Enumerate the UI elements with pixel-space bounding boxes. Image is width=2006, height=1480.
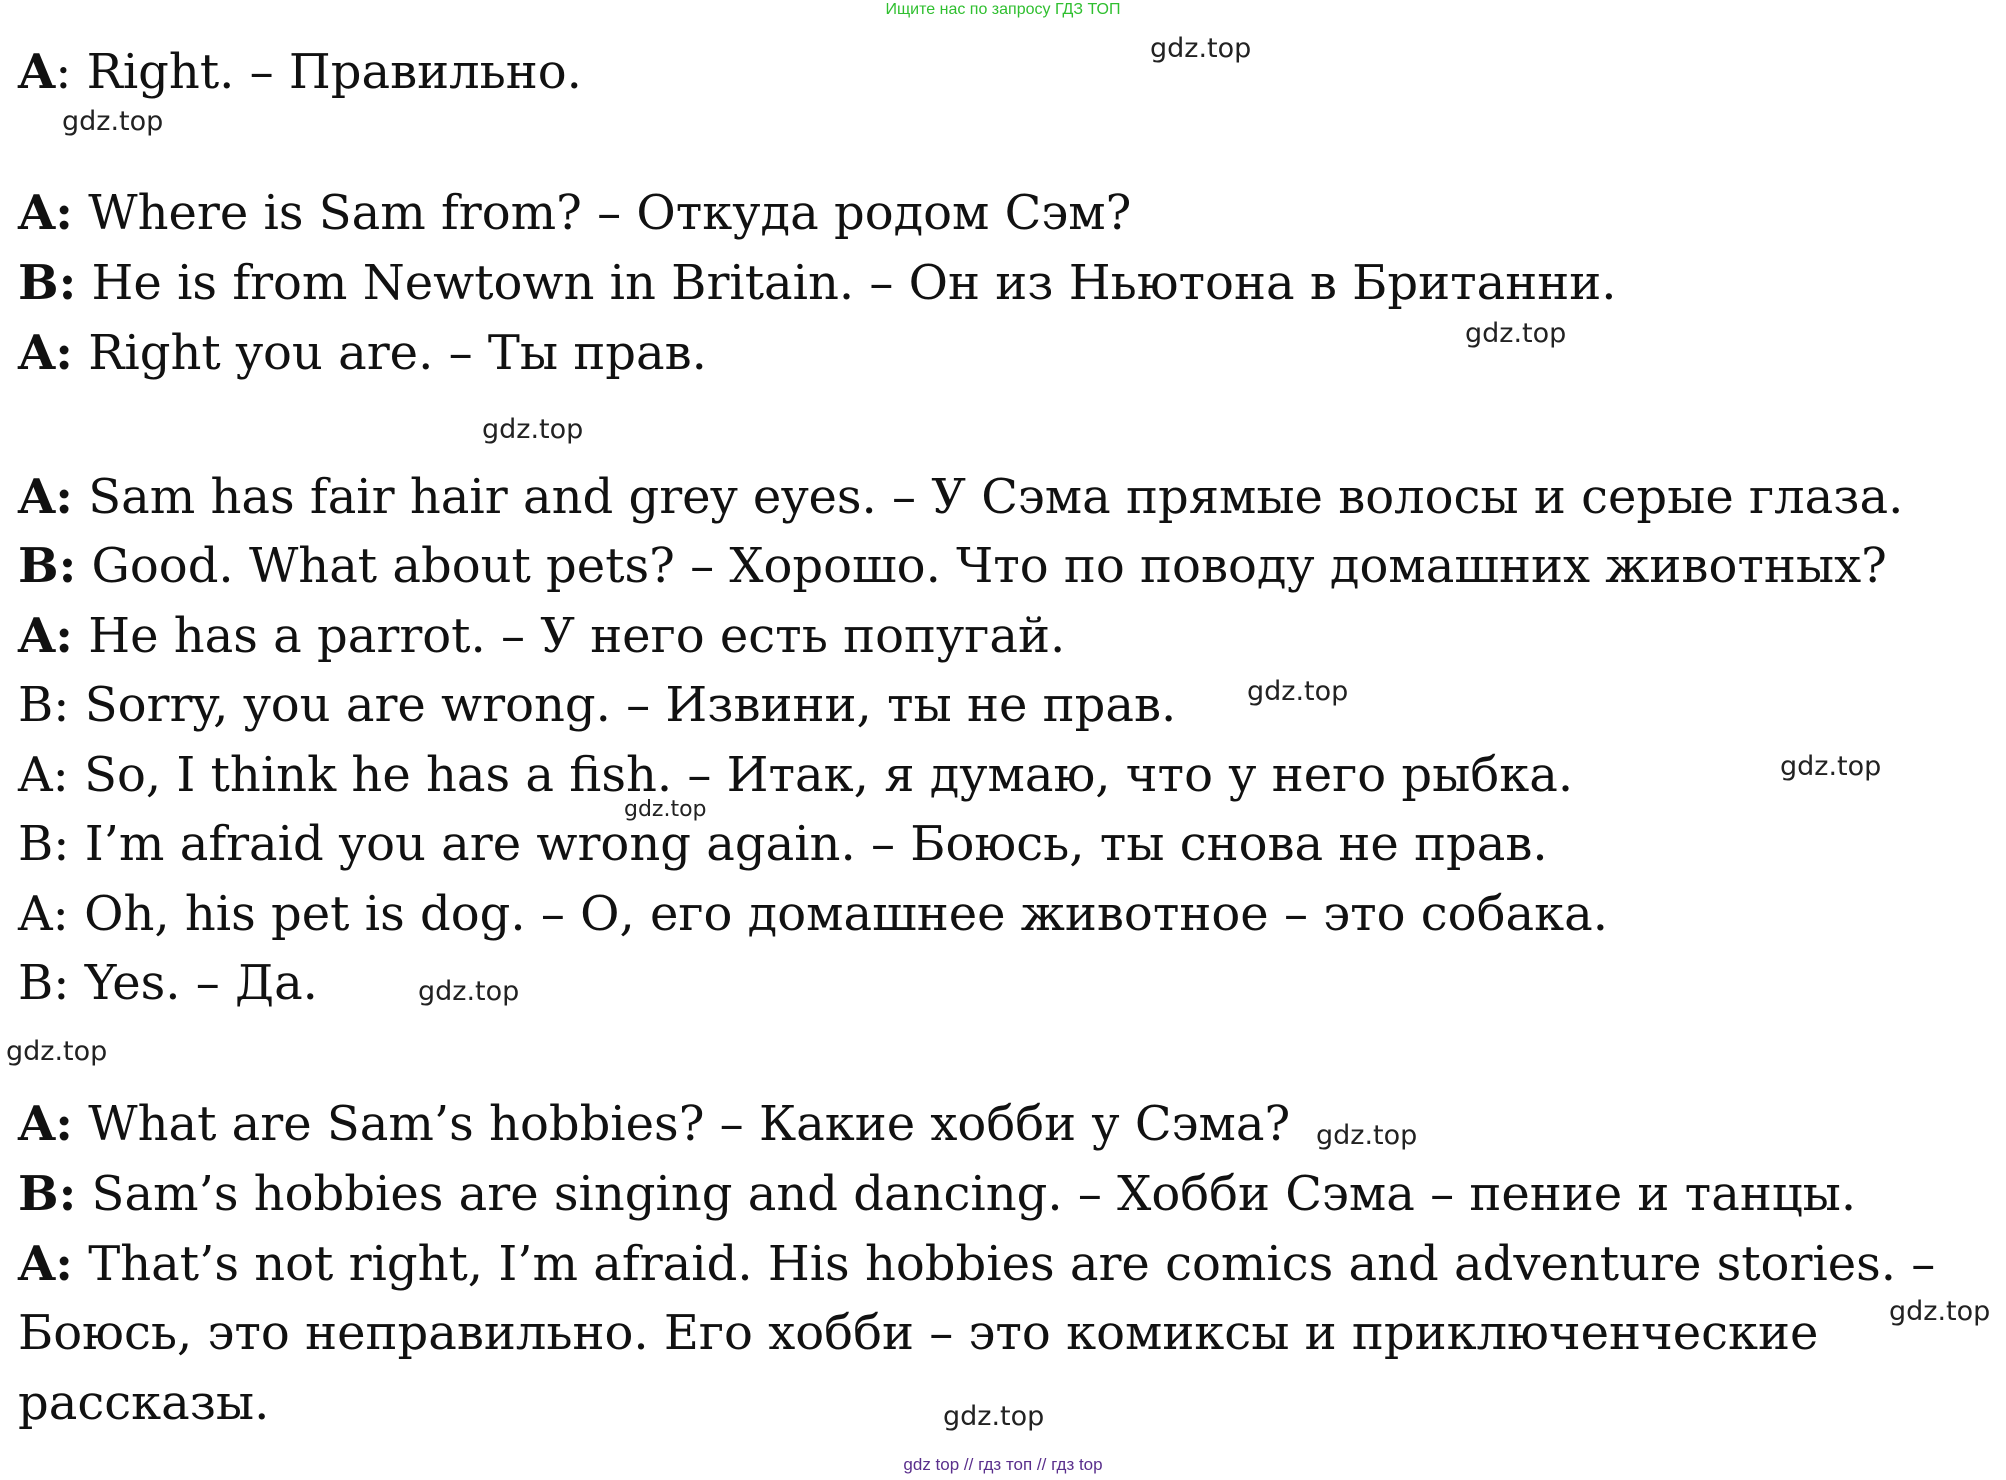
watermark: gdz.top xyxy=(1247,676,1349,707)
dialogue-line xyxy=(18,606,1065,666)
dialogue-line xyxy=(18,953,318,1013)
search-banner: Ищите нас по запросу ГДЗ ТОП xyxy=(885,1,1121,18)
watermark: gdz.top xyxy=(1150,33,1252,64)
speaker-label: B: xyxy=(18,255,77,311)
speaker-label: B: xyxy=(18,1166,77,1222)
dialogue-line xyxy=(18,884,1608,944)
watermark: gdz.top xyxy=(943,1401,1045,1432)
speaker-label: A: xyxy=(18,1236,73,1292)
line-text: Where is Sam from? – Откуда родом Сэм? xyxy=(72,185,1132,241)
dialogue-line xyxy=(18,253,1617,313)
line-text: рассказы. xyxy=(18,1375,270,1431)
line-text: Right you are. – Ты прав. xyxy=(72,325,707,381)
line-text: What are Sam’s hobbies? – Какие хобби у Сэма? xyxy=(72,1096,1291,1152)
watermark: gdz.top xyxy=(1889,1296,1991,1327)
line-text: Sam has fair hair and grey eyes. – У Сэма прямые волосы и серые глаза. xyxy=(72,469,1904,525)
speaker-label: B: xyxy=(18,677,70,733)
dialogue-line xyxy=(18,323,707,383)
watermark: gdz.top xyxy=(1465,318,1567,349)
dialogue-line xyxy=(18,1094,1290,1154)
watermark: gdz.top xyxy=(6,1036,108,1067)
watermark: gdz.top xyxy=(482,414,584,445)
dialogue-line xyxy=(18,1373,269,1433)
speaker-separator: : xyxy=(55,44,72,100)
line-text: He is from Newtown in Britain. – Он из Ньютона в Британни. xyxy=(76,255,1617,311)
line-text: Боюсь, это неправильно. Его хобби – это комиксы и приключенческие xyxy=(18,1305,1819,1361)
footer-watermark: gdz top // гдз топ // гдз top xyxy=(903,1455,1103,1474)
speaker-label: A: xyxy=(18,886,69,942)
dialogue-line xyxy=(18,675,1176,735)
speaker-label: B: xyxy=(18,538,77,594)
dialogue-line xyxy=(18,183,1131,243)
dialogue-line xyxy=(18,536,1887,596)
line-text: Yes. – Да. xyxy=(69,955,318,1011)
watermark: gdz.top xyxy=(624,797,707,822)
line-text: He has a parrot. – У него есть попугай. xyxy=(72,608,1066,664)
line-text: Good. What about pets? – Хорошо. Что по поводу домашних животных? xyxy=(76,538,1887,594)
speaker-label: A: xyxy=(18,325,73,381)
speaker-label: A: xyxy=(18,185,73,241)
dialogue-line xyxy=(18,467,1903,527)
speaker-label: A: xyxy=(18,469,73,525)
line-text: Sorry, you are wrong. – Извини, ты не прав. xyxy=(69,677,1177,733)
speaker-label: A: xyxy=(18,608,73,664)
line-text: Sam’s hobbies are singing and dancing. – Хобби Сэма – пение и танцы. xyxy=(76,1166,1857,1222)
line-text: Right. – Правильно. xyxy=(71,44,582,100)
speaker-label: A: xyxy=(18,747,69,803)
dialogue-line xyxy=(18,745,1573,805)
dialogue-line xyxy=(18,1234,1935,1294)
line-text: Oh, his pet is dog. – О, его домашнее животное – это собака. xyxy=(68,886,1608,942)
line-text: So, I think he has a fish. – Итак, я думаю, что у него рыбка. xyxy=(68,747,1574,803)
watermark: gdz.top xyxy=(418,976,520,1007)
speaker-label: B: xyxy=(18,816,70,872)
dialogue-line xyxy=(18,1303,1818,1363)
dialogue-line xyxy=(18,42,582,102)
dialogue-line xyxy=(18,1164,1856,1224)
line-text: That’s not right, I’m afraid. His hobbies are comics and adventure stories. – xyxy=(72,1236,1936,1292)
dialogue-line xyxy=(18,814,1548,874)
watermark: gdz.top xyxy=(1316,1120,1418,1151)
speaker-label: A xyxy=(18,44,56,100)
line-text: I’m afraid you are wrong again. – Боюсь, ты снова не прав. xyxy=(69,816,1548,872)
speaker-label: B: xyxy=(18,955,70,1011)
watermark: gdz.top xyxy=(1780,751,1882,782)
speaker-label: A: xyxy=(18,1096,73,1152)
watermark: gdz.top xyxy=(62,106,164,137)
